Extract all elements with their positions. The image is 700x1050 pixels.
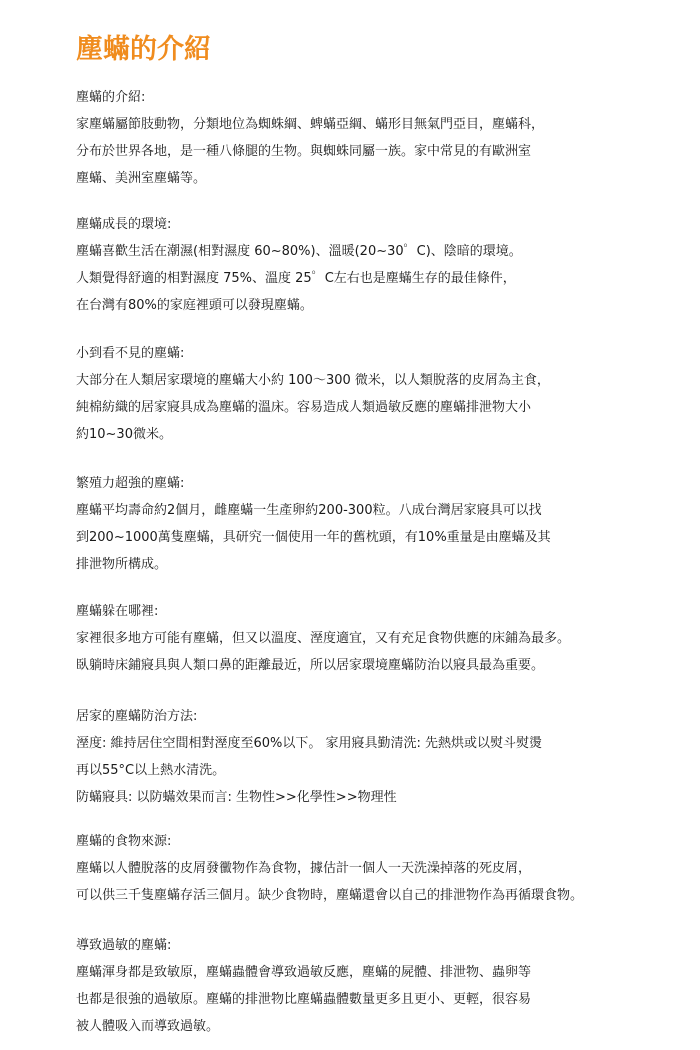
section-heading: 塵蟎成長的環境: [76,217,172,232]
section-heading: 塵蟎的介紹: [76,90,146,105]
paragraph-line: 臥躺時床鋪寢具與人類口鼻的距離最近，所以居家環境塵蟎防治以寢具最為重要。 [76,658,545,673]
paragraph-line: 被人體吸入而導致過敏。 [76,1019,220,1034]
paragraph-line: 塵蟎平均壽命約2個月，雌塵蟎一生產卵約200-300粒。八成台灣居家寢具可以找 [76,503,542,518]
paragraph-line: 家塵蟎屬節肢動物，分類地位為蜘蛛綱、蜱蟎亞綱、蟎形目無氣門亞目，塵蟎科， [76,117,545,132]
section-introduction [76,84,698,192]
paragraph-line: 在台灣有80%的家庭裡頭可以發現塵蟎。 [76,298,313,313]
paragraph-line: 到200~1000萬隻塵蟎，具研究一個使用一年的舊枕頭，有10%重量是由塵蟎及其 [76,530,551,545]
paragraph-line: 溼度: 維持居住空間相對溼度至60%以下。 家用寢具勤清洗: 先熱烘或以熨斗熨燙 [76,736,543,751]
section-allergy [76,932,698,1040]
section-heading: 導致過敏的塵蟎: [76,938,172,953]
section-heading: 居家的塵蟎防治方法: [76,709,198,724]
paragraph-line: 人類覺得舒適的相對濕度 75%、溫度 25゜C左右也是塵蟎生存的最佳條件， [76,271,516,286]
paragraph-line: 排泄物所構成。 [76,557,168,572]
paragraph-line: 再以55°C以上熱水清洗。 [76,763,226,778]
paragraph-line: 塵蟎、美洲室塵蟎等。 [76,171,207,186]
page-title: 塵蟎的介紹 [76,34,211,65]
section-heading: 塵蟎的食物來源: [76,834,172,849]
section-heading: 塵蟎躲在哪裡: [76,604,159,619]
section-size [76,340,698,448]
section-reproduction [76,470,698,578]
paragraph-line: 純棉紡織的居家寢具成為塵蟎的溫床。容易造成人類過敏反應的塵蟎排泄物大小 [76,400,532,415]
paragraph-line: 也都是很強的過敏原。塵蟎的排泄物比塵蟎蟲體數量更多且更小、更輕，很容易 [76,992,532,1007]
section-food-source [76,828,698,909]
paragraph-line: 塵蟎渾身都是致敏原，塵蟎蟲體會導致過敏反應，塵蟎的屍體、排泄物、蟲卵等 [76,965,532,980]
paragraph-line: 塵蟎以人體脫落的皮屑發黴物作為食物，據估計一個人一天洗澡掉落的死皮屑， [76,861,532,876]
paragraph-line: 大部分在人類居家環境的塵蟎大小約 100～300 微米，以人類脫落的皮屑為主食， [76,373,550,388]
section-prevention [76,703,698,811]
section-environment [76,211,698,319]
section-heading: 繁殖力超強的塵蟎: [76,476,185,491]
section-heading: 小到看不見的塵蟎: [76,346,185,361]
paragraph-line: 塵蟎喜歡生活在潮濕(相對濕度 60~80%)、溫暖(20~30゜C)、陰暗的環境。 [76,244,522,259]
paragraph-line: 家裡很多地方可能有塵蟎，但又以溫度、溼度適宜，又有充足食物供應的床鋪為最多。 [76,631,571,646]
paragraph-line: 可以供三千隻塵蟎存活三個月。缺少食物時，塵蟎還會以自己的排泄物作為再循環食物。 [76,888,584,903]
section-hiding-places [76,598,698,679]
paragraph-line: 約10~30微米。 [76,427,172,442]
paragraph-line: 分布於世界各地，是一種八條腿的生物。與蜘蛛同屬一族。家中常見的有歐洲室 [76,144,532,159]
paragraph-line: 防蟎寢具: 以防蟎效果而言: 生物性>>化學性>>物理性 [76,790,397,805]
